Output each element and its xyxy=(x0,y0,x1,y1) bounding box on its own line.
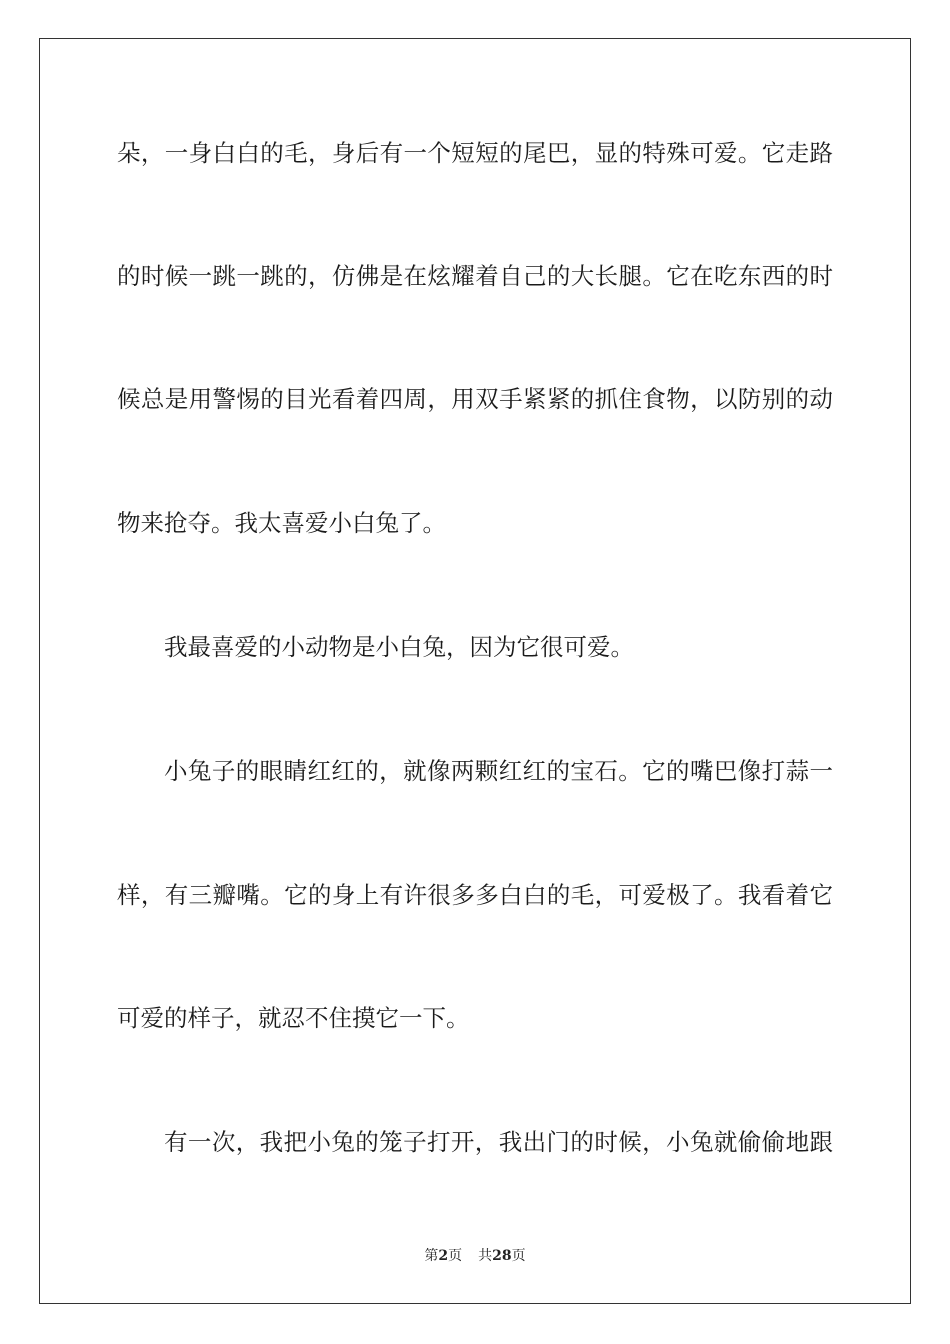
total-suffix: 页 xyxy=(511,1248,526,1264)
paragraph-start-line-9: 有一次，我把小兔的笼子打开，我出门的时候，小兔就偷偷地跟 xyxy=(164,1128,833,1156)
paragraph-start-line-5: 我最喜爱的小动物是小白兔，因为它很可爱。 xyxy=(164,633,634,661)
page-footer xyxy=(0,1247,950,1265)
total-prefix: 共 xyxy=(478,1248,493,1264)
text-line-1: 朵，一身白白的毛，身后有一个短短的尾巴，显的特殊可爱。它走路 xyxy=(117,139,833,167)
text-line-8: 可爱的样子，就忍不住摸它一下。 xyxy=(117,1004,470,1032)
text-line-3: 候总是用警惕的目光看着四周，用双手紧紧的抓住食物，以防别的动 xyxy=(117,385,833,413)
paragraph-start-line-6: 小兔子的眼睛红红的，就像两颗红红的宝石。它的嘴巴像打蒜一 xyxy=(164,757,833,785)
page-suffix: 页 xyxy=(448,1248,463,1264)
text-line-4: 物来抢夺。我太喜爱小白兔了。 xyxy=(117,509,446,537)
page-prefix: 第 xyxy=(424,1248,439,1264)
text-line-2: 的时候一跳一跳的，仿佛是在炫耀着自己的大长腿。它在吃东西的时 xyxy=(117,262,833,290)
total-pages: 28 xyxy=(492,1248,512,1264)
page-border xyxy=(39,38,911,1304)
text-line-7: 样，有三瓣嘴。它的身上有许很多多白白的毛，可爱极了。我看着它 xyxy=(117,881,833,909)
page-number: 2 xyxy=(438,1248,449,1264)
